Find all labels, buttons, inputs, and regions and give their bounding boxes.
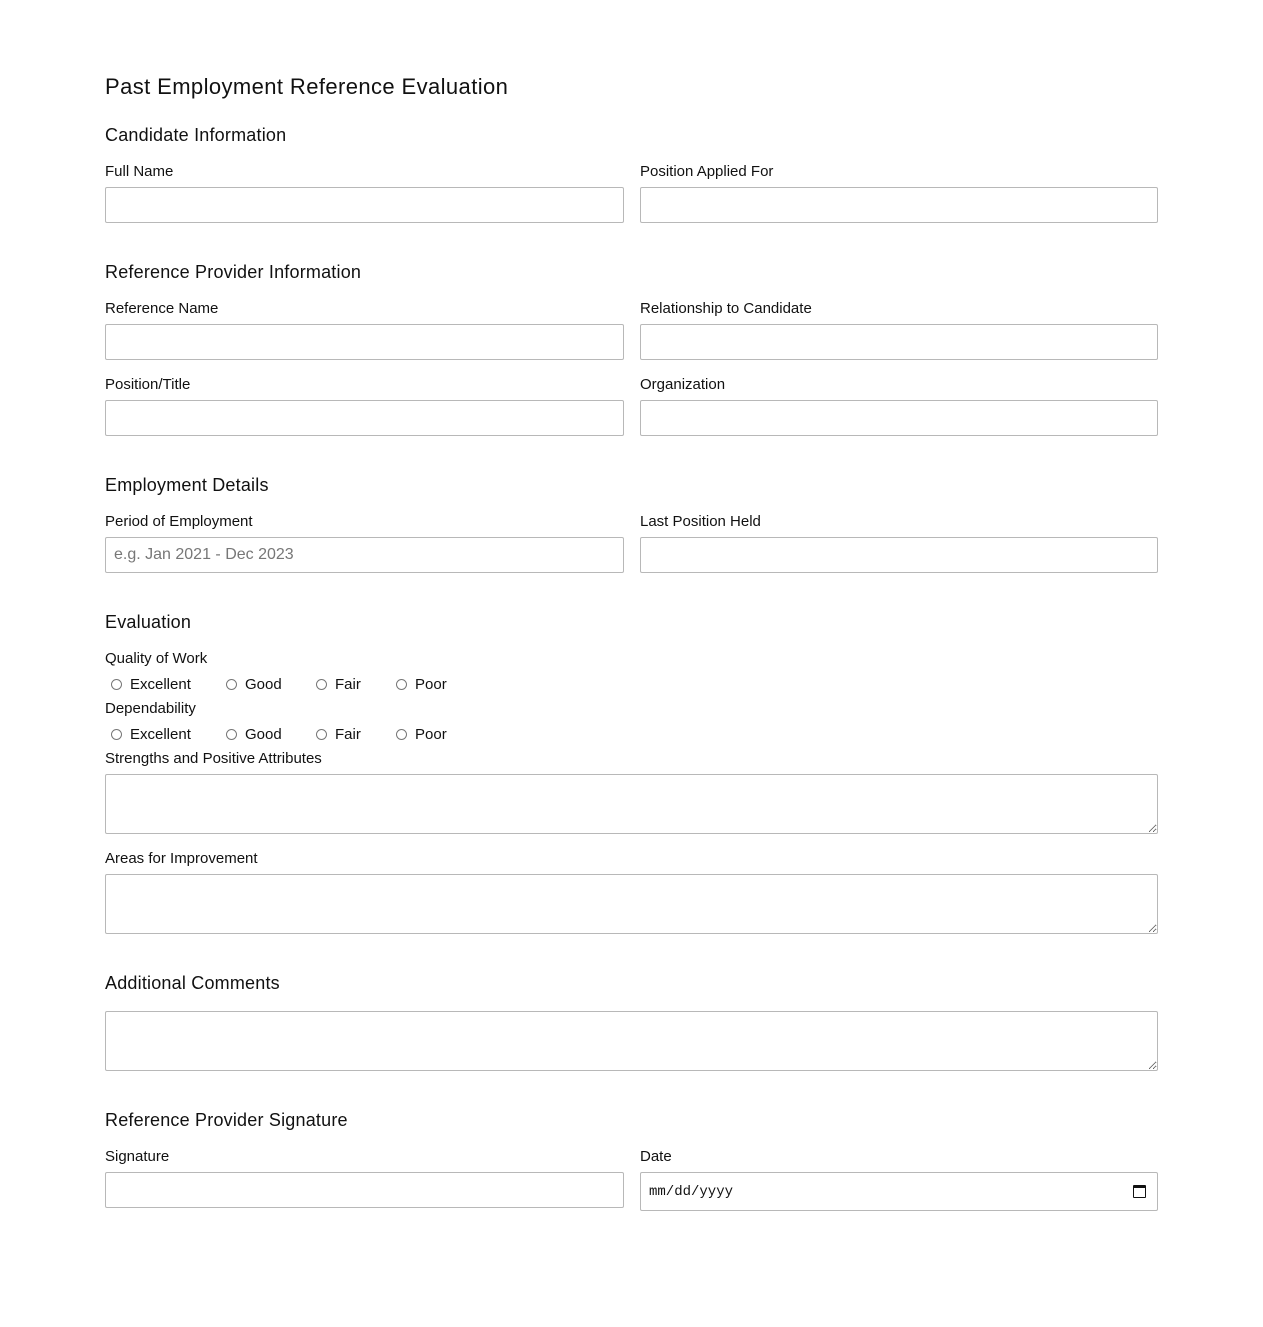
section-heading-candidate: Candidate Information [105,125,287,145]
full-name-input[interactable] [105,187,624,223]
section-heading-comments: Additional Comments [105,973,280,993]
quality-option-good[interactable]: Good [226,676,282,693]
signature-input[interactable] [105,1172,624,1208]
signature-label: Signature [105,1148,170,1165]
improvement-label: Areas for Improvement [105,850,258,867]
radio-icon[interactable] [226,679,237,690]
radio-icon[interactable] [396,729,407,740]
section-heading-signature: Reference Provider Signature [105,1110,348,1130]
date-input[interactable]: mm/dd/yyyy [640,1172,1158,1211]
position-applied-label: Position Applied For [640,163,774,180]
relationship-input[interactable] [640,324,1158,360]
reference-name-label: Reference Name [105,300,219,317]
radio-icon[interactable] [316,679,327,690]
radio-icon[interactable] [396,679,407,690]
organization-input[interactable] [640,400,1158,436]
dependability-option-fair[interactable]: Fair [316,726,361,743]
position-applied-input[interactable] [640,187,1158,223]
period-label: Period of Employment [105,513,253,530]
position-title-label: Position/Title [105,376,191,393]
relationship-label: Relationship to Candidate [640,300,812,317]
dependability-option-good[interactable]: Good [226,726,282,743]
last-position-input[interactable] [640,537,1158,573]
calendar-icon[interactable] [1133,1185,1146,1198]
section-heading-evaluation: Evaluation [105,612,192,632]
period-input[interactable] [105,537,624,573]
quality-label: Quality of Work [105,650,208,667]
section-heading-employment: Employment Details [105,475,269,495]
radio-icon[interactable] [111,679,122,690]
page-title: Past Employment Reference Evaluation [105,74,509,99]
position-title-input[interactable] [105,400,624,436]
radio-icon[interactable] [226,729,237,740]
last-position-label: Last Position Held [640,513,761,530]
dependability-label: Dependability [105,700,196,717]
radio-icon[interactable] [111,729,122,740]
quality-option-excellent[interactable]: Excellent [111,676,191,693]
dependability-option-excellent[interactable]: Excellent [111,726,191,743]
dependability-option-poor[interactable]: Poor [396,726,447,743]
strengths-textarea[interactable] [105,774,1158,834]
reference-name-input[interactable] [105,324,624,360]
organization-label: Organization [640,376,726,393]
improvement-textarea[interactable] [105,874,1158,934]
full-name-label: Full Name [105,163,174,180]
quality-option-fair[interactable]: Fair [316,676,361,693]
comments-textarea[interactable] [105,1011,1158,1071]
section-heading-reference: Reference Provider Information [105,262,362,282]
strengths-label: Strengths and Positive Attributes [105,750,322,767]
quality-option-poor[interactable]: Poor [396,676,447,693]
date-label: Date [640,1148,672,1165]
radio-icon[interactable] [316,729,327,740]
